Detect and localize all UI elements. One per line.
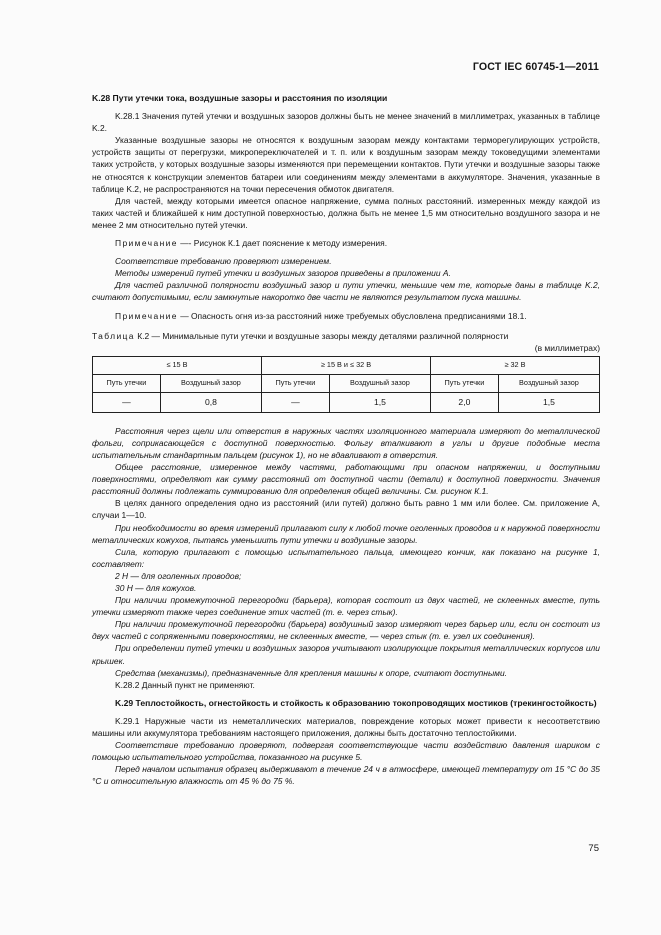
italic-paragraph: Методы измерений путей утечки и воздушных зазоров приведены в приложении А. [115, 268, 451, 279]
paragraph: В целях данного определения одно из расстояний (или путей) должно быть равно 1 мм или более. См. приложение А, случаи 1—10. [92, 498, 600, 521]
table-subheader: Путь утечки [93, 374, 161, 392]
table-subheader: Путь утечки [261, 374, 329, 392]
table-caption-label: Таблица [92, 330, 135, 341]
table-subheader: Воздушный зазор [160, 374, 261, 392]
paragraph: K.29.1 Наружные части из неметаллических материалов, повреждение которых может привести к несоответствию машины или аккумулятора требованиям настоящего приложения, должны быть достаточно теплостойкими. [92, 715, 600, 739]
paragraph: K.28.1 Значения путей утечки и воздушных зазоров должны быть не менее значений в миллиметрах, указанных в таблице K.2. [92, 111, 600, 134]
paragraph: Для частей, между которыми имеется опасное напряжение, сумма полных расстояний. измеренных между каждой из таких частей и ближайшей к ним доступной поверхностью, должна быть не менее 1,5 мм относительно воздушного зазора и не менее 2 мм относительно путей утечки. [92, 195, 600, 230]
table-caption [92, 330, 600, 342]
italic-paragraph: Перед началом испытания образец выдерживают в течение 24 ч в атмосфере, имеющей температуру от 15 °С до 35 °С и относительную влажность от 45 % до 75 %. [92, 764, 600, 787]
table-cell: — [93, 392, 161, 412]
table-group-header: ≥ 32 В [430, 356, 599, 374]
note [92, 237, 600, 249]
section-heading-k28: K.28 Пути утечки тока, воздушные зазоры и расстояния по изоляции [92, 93, 388, 103]
table-group-header: ≥ 15 В и ≤ 32 В [261, 356, 430, 374]
italic-paragraph: Соответствие требованию проверяют измерением. [115, 256, 332, 267]
table-row [93, 392, 600, 412]
italic-paragraph: При наличии промежуточной перегородки (барьера), которая состоит из двух частей, не склеенных вместе, путь утечки измеряют также через соединение этих частей (т. е. через стык). [92, 595, 600, 618]
italic-paragraph: Для частей различной полярности воздушный зазор и пути утечки, меньшие чем те, которые даны в таблице K.2, считают допустимыми, если замкнутые накоротко две части не являются результатом пуска машины. [92, 280, 600, 303]
italic-paragraph: При наличии промежуточной перегородки (барьера) воздушный зазор измеряют через барьер или, если он состоит из двух частей с сопряженными поверхностями, не склеенных вместе, — через стык (т. е. узел их соединения). [92, 619, 600, 642]
clearance-table [92, 356, 600, 413]
table-unit: (в миллиметрах) [534, 342, 600, 353]
note-text: —- Рисунок К.1 дает пояснение к методу измерения. [177, 238, 388, 249]
italic-paragraph: Средства (механизмы), предназначенные для крепления машины к опоре, считают доступными. [115, 667, 507, 678]
table-row [93, 374, 600, 392]
note-label: Примечание [115, 238, 178, 249]
content-body [92, 92, 600, 788]
table-cell: 1,5 [329, 392, 430, 412]
italic-paragraph: Соответствие требованию проверяют, подвергая соответствующие части воздействию давления шариком с помощью испытательного устройства, показанного на рисунке 5. [92, 740, 600, 763]
table-subheader: Путь утечки [430, 374, 498, 392]
table-cell: — [261, 392, 329, 412]
table-subheader: Воздушный зазор [498, 374, 599, 392]
table-caption-text: К.2 — Минимальные пути утечки и воздушные зазоры между деталями различной полярности [134, 330, 509, 341]
table-cell: 2,0 [430, 392, 498, 412]
italic-paragraph: Расстояния через щели или отверстия в наружных частях изоляционного материала измеряют до металлической фольги, соприкасающейся с доступной поверхностью. Фольгу вталкивают в углы и другие подобные места испытательным стандартным пальцем (рисунок 1), но не вдавливают в отверстия. [92, 425, 600, 460]
standard-header: ГОСТ IEC 60745-1—2011 [472, 61, 599, 73]
paragraph: K.28.2 Данный пункт не применяют. [115, 679, 255, 690]
list-item: 2 Н — для оголенных проводов; [115, 570, 242, 581]
table-subheader: Воздушный зазор [329, 374, 430, 392]
note-text: — Опасность огня из-за расстояний ниже требуемых обусловлена предписаниями 18.1. [177, 310, 527, 321]
note [92, 310, 600, 322]
table-group-header: ≤ 15 В [93, 356, 262, 374]
list-item: 30 Н — для кожухов. [115, 583, 197, 593]
table-cell: 1,5 [498, 392, 599, 412]
page-number: 75 [588, 843, 599, 854]
italic-paragraph: Сила, которую прилагают с помощью испытательного пальца, имеющего кончик, как показано на рисунке 1, составляет: [92, 546, 600, 569]
table-row [93, 356, 600, 374]
italic-paragraph: При необходимости во время измерений прилагают силу к любой точке оголенных проводов и к наружной поверхности металлических кожухов, пытаясь уменьшить пути утечки и воздушные зазоры. [92, 522, 600, 545]
italic-paragraph: Общее расстояние, измеренное между частями, работающими при опасном напряжении, и доступными поверхностями, определяют как сумму расстояний от доступной части (детали) к доступной поверхности. Значения расстояний должны подлежать суммированию для определения общей величины. См. рисунок К.1. [92, 462, 600, 497]
paragraph: Указанные воздушные зазоры не относятся к воздушным зазорам между контактами терморегулирующих устройств, устройств защиты от перегрузки, микропереключателей и т. п. или к воздушным зазорам между токоведущими элементами таких устройств, у которых воздушные зазоры изменяются при перемещении контактов. Пути утечки и воздушные зазоры также не относятся к конструкции элементов батареи или соединениям между элементами в аккумуляторе. Значения, указанные в таблице K.2, не распространяются на точки пересечения обмоток двигателя. [92, 135, 600, 194]
section-heading-k29: K.29 Теплостойкость, огнестойкость и стойкость к образованию токопроводящих мостиков (трекингостойкость) [115, 697, 597, 708]
note-label: Примечание [115, 310, 178, 321]
table-cell: 0,8 [160, 392, 261, 412]
italic-paragraph: При определении путей утечки и воздушных зазоров учитывают изолирующие покрытия металлических корпусов или крышек. [92, 643, 600, 666]
